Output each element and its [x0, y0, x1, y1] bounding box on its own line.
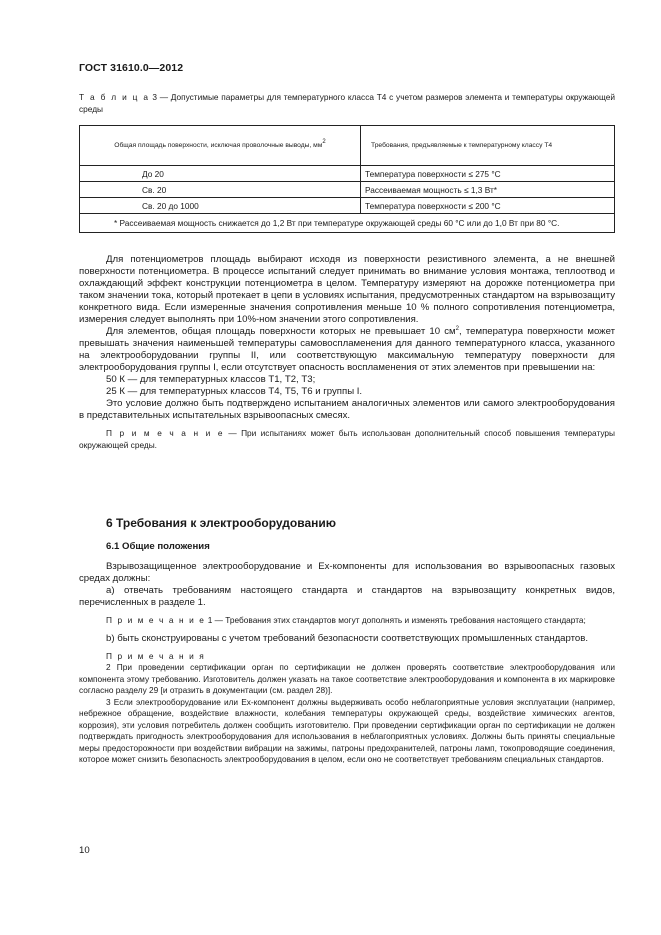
page-number: 10	[79, 845, 90, 856]
table-caption-label: Т а б л и ц а	[79, 92, 150, 102]
cell-area: Св. 20 до 1000	[80, 198, 361, 214]
table-footnote-row	[80, 214, 615, 233]
section-title: 6 Требования к электрооборудованию	[106, 516, 337, 530]
table-row	[80, 182, 615, 198]
table-caption-text: 3 — Допустимые параметры для температурного класса Т4 с учетом размеров элемента и температуры окружающей среды	[79, 92, 615, 114]
table-caption	[79, 91, 615, 115]
note: 3 Если электрооборудование или Ex-компонент должны выдерживать особо неблагоприятные условия эксплуатации (например, небрежное обращение, воздействие влажности, колебания температуры окружающей среды, воздействие химических агентов, коррозия), эти условия потребитель должен сообщить изготовителю. При проведении сертификации орган по сертификации не должен подтверждать пригодность электрооборудования для использования в неблагоприятных условиях. Должны быть приняты специальные меры предосторожности при воздействии вибрации на зажимы, патроны предохранителей, патроны ламп, токопроводящие соединения, которое может снизить безопасность электрооборудования в целом, если оно не соответствует требованиям специальных стандартов.	[79, 696, 615, 764]
cell-area: До 20	[80, 166, 361, 182]
notes-label: П р и м е ч а н и я	[106, 650, 206, 661]
section-text-block	[79, 561, 615, 766]
column-header-area: Общая площадь поверхности, исключая проволочные выводы, $мм^2$	[80, 126, 361, 166]
table-header-row	[80, 126, 615, 166]
standard-code: ГОСТ 31610.0—2012	[79, 62, 184, 74]
column-header-requirement: Требования, предъявляемые к температурному классу Т4	[361, 126, 615, 166]
body-text-block	[79, 254, 615, 451]
paragraph: 50 К — для температурных классов Т1, Т2, Т3;	[106, 374, 316, 385]
temperature-table	[79, 125, 615, 233]
cell-requirement: Температура поверхности ≤ 275 °С	[361, 166, 615, 182]
paragraph: Это условие должно быть подтверждено испытанием аналогичных элементов или самого электрооборудования в представительных испытательных взрывоопасных смесях.	[79, 398, 615, 421]
table-row	[80, 198, 615, 214]
paragraph: 25 К — для температурных классов Т4, Т5, Т6 и группы I.	[106, 386, 363, 397]
table-footnote: * Рассеиваемая мощность снижается до 1,2 Вт при температуре окружающей среды 60 °С или до 1,0 Вт при 80 °С.	[80, 214, 615, 233]
cell-requirement: Температура поверхности ≤ 200 °С	[361, 198, 615, 214]
list-item: b) быть сконструированы с учетом требований безопасности соответствующих промышленных стандартов.	[106, 632, 589, 644]
cell-requirement: Рассеиваемая мощность ≤ 1,3 Вт*	[361, 182, 615, 198]
paragraph: Взрывозащищенное электрооборудование и Ex-компоненты для использования во взрывоопасных газовых средах должны:	[79, 561, 615, 584]
cell-area: Св. 20	[80, 182, 361, 198]
paragraph: Для потенциометров площадь выбирают исходя из поверхности резистивного элемента, а не внешней поверхности потенциометра. В процессе испытаний следует принимать во внимание условия монтажа, теплоотвод и охлаждающий эффект конструкции потенциометра в целом. Температуру измеряют на дорожке потенциометра при таком значении тока, который протекает в цепи в условиях испытания, предусмотренных стандартом на взрывозащиту конкретного вида. Если измеренные значения сопротивления меньше 10 % полного сопротивления потенциометра, измерения следует выполнять при 10%-ном значении этого сопротивления.	[79, 254, 615, 325]
subsection-title: 6.1 Общие положения	[106, 541, 210, 552]
list-item: a) отвечать требованиям настоящего стандарта и стандартов на взрывозащиту конкретных видов, перечисленных в разделе 1.	[79, 585, 615, 608]
note: П р и м е ч а н и е — При испытаниях может быть использован дополнительный способ повышения температуры окружающей среды.	[79, 428, 615, 450]
note: 2 При проведении сертификации орган по сертификации не должен проверять соответствие электрооборудования или компонента этому требованию. Изготовитель должен указать на такое соответствие электрооборудования и компонента в их маркировке согласно разделу 29 [и отразить в документации (см. раздел 28)].	[79, 662, 615, 695]
paragraph: Для элементов, общая площадь поверхности которых не превышает 10 $см^2$, температура поверхности может превышать значения наименьшей температуры самовоспламенения для данного температурного класса, указанного на электрооборудовании группы II, или соответствующую максимальную температуру поверхности для электрооборудования группы I, если отсутствует опасность воспламенения от этих элементов при превышении на:	[79, 326, 616, 373]
table-row	[80, 166, 615, 182]
note: П р и м е ч а н и е 1 — Требования этих стандартов могут дополнять и изменять требования настоящего стандарта;	[106, 615, 586, 625]
